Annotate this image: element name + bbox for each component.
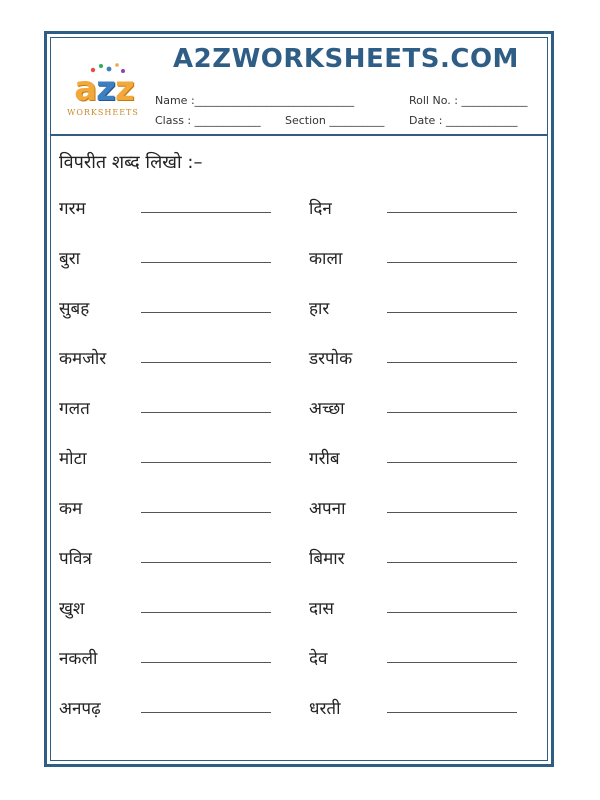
word-row xyxy=(51,246,547,286)
word-left: पवित्र xyxy=(59,549,92,569)
word-row xyxy=(51,596,547,636)
word-right: दिन xyxy=(309,199,332,219)
word-right: गरीब xyxy=(309,449,340,469)
word-left: कम xyxy=(59,499,83,519)
answer-line-left[interactable] xyxy=(141,512,271,513)
answer-line-left[interactable] xyxy=(141,212,271,213)
logo-tagline: WORKSHEETS xyxy=(67,108,139,117)
answer-line-right[interactable] xyxy=(387,312,517,313)
site-title: A2ZWORKSHEETS.COM xyxy=(173,44,519,74)
answer-line-left[interactable] xyxy=(141,662,271,663)
answer-line-right[interactable] xyxy=(387,212,517,213)
logo-letters xyxy=(69,69,139,109)
word-left: गरम xyxy=(59,199,86,219)
logo-a-left: a xyxy=(74,69,97,109)
word-left: अनपढ़ xyxy=(59,699,101,719)
word-row xyxy=(51,446,547,486)
word-right: धरती xyxy=(309,699,341,719)
worksheet-border xyxy=(44,31,554,767)
word-row xyxy=(51,496,547,536)
word-left: नकली xyxy=(59,649,98,669)
answer-line-left[interactable] xyxy=(141,712,271,713)
answer-line-right[interactable] xyxy=(387,562,517,563)
word-right: डरपोक xyxy=(309,349,353,369)
answer-line-left[interactable] xyxy=(141,462,271,463)
answer-line-right[interactable] xyxy=(387,512,517,513)
roll-number-field[interactable]: Roll No. : ____________ xyxy=(409,94,528,107)
date-field[interactable]: Date : _____________ xyxy=(409,114,518,127)
word-left: मोटा xyxy=(59,449,87,469)
answer-line-right[interactable] xyxy=(387,612,517,613)
word-row xyxy=(51,646,547,686)
word-right: देव xyxy=(309,649,328,669)
word-row xyxy=(51,396,547,436)
section-field[interactable]: Section __________ xyxy=(285,114,385,127)
answer-line-left[interactable] xyxy=(141,412,271,413)
word-row xyxy=(51,346,547,386)
word-right: दास xyxy=(309,599,334,619)
name-field[interactable]: Name :_____________________________ xyxy=(155,94,355,107)
word-left: बुरा xyxy=(59,249,81,269)
answer-line-left[interactable] xyxy=(141,362,271,363)
worksheet-header xyxy=(51,38,547,136)
logo-z: z xyxy=(96,69,115,109)
word-right: बिमार xyxy=(309,549,345,569)
word-left: सुबह xyxy=(59,299,90,319)
word-left: गलत xyxy=(59,399,90,419)
answer-line-right[interactable] xyxy=(387,262,517,263)
word-row xyxy=(51,696,547,736)
answer-line-left[interactable] xyxy=(141,312,271,313)
answer-line-left[interactable] xyxy=(141,562,271,563)
answer-line-right[interactable] xyxy=(387,712,517,713)
logo-a-right: z xyxy=(114,69,134,109)
answer-line-right[interactable] xyxy=(387,362,517,363)
worksheet-inner-border xyxy=(50,37,548,761)
word-row xyxy=(51,196,547,236)
word-row xyxy=(51,296,547,336)
class-field[interactable]: Class : ____________ xyxy=(155,114,261,127)
word-left: खुश xyxy=(59,599,85,619)
answer-line-right[interactable] xyxy=(387,462,517,463)
word-right: अपना xyxy=(309,499,346,519)
word-row xyxy=(51,546,547,586)
answer-line-right[interactable] xyxy=(387,412,517,413)
answer-line-left[interactable] xyxy=(141,612,271,613)
word-left: कमजोर xyxy=(59,349,107,369)
answer-line-right[interactable] xyxy=(387,662,517,663)
a2z-logo xyxy=(65,60,141,122)
word-right: काला xyxy=(309,249,343,269)
word-right: अच्छा xyxy=(309,399,345,419)
instruction-text: विपरीत शब्द लिखो :– xyxy=(59,152,203,173)
word-right: हार xyxy=(309,299,330,319)
answer-line-left[interactable] xyxy=(141,262,271,263)
